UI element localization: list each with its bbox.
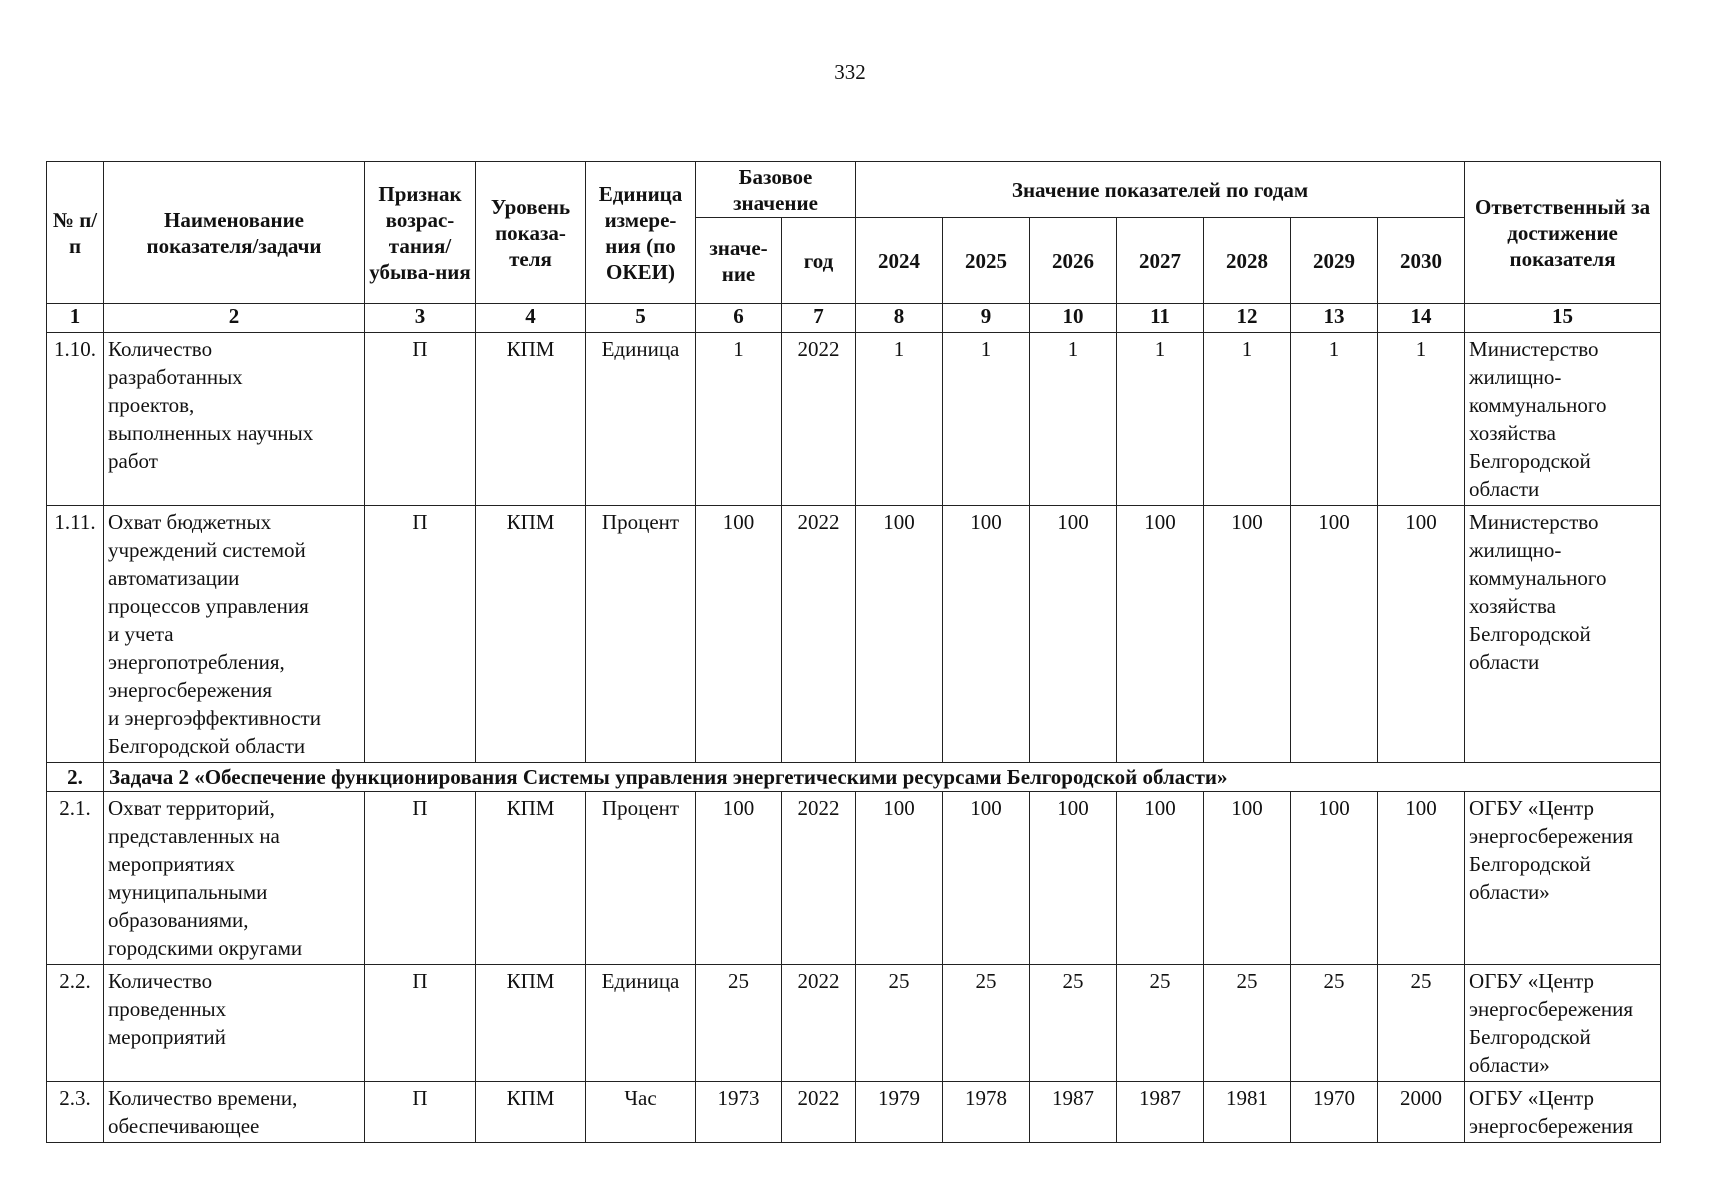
name-line: обеспечивающее — [108, 1114, 260, 1138]
column-number: 3 — [365, 304, 476, 333]
responsible-line: хозяйства — [1469, 421, 1556, 445]
task-row — [47, 763, 1661, 792]
header-level: Уровень показа-теля — [476, 162, 586, 304]
row-value-2026: 1 — [1030, 333, 1117, 506]
row-level: КПМ — [476, 792, 586, 965]
column-number: 1 — [47, 304, 104, 333]
row-trend: П — [365, 333, 476, 506]
row-value-2027: 100 — [1117, 792, 1204, 965]
row-value-2026: 1987 — [1030, 1082, 1117, 1143]
header-name: Наименование показателя/задачи — [104, 162, 365, 304]
row-base-value: 100 — [696, 506, 782, 763]
name-line: Белгородской области — [108, 734, 306, 758]
row-unit: Час — [586, 1082, 696, 1143]
name-line: Количество времени, — [108, 1086, 298, 1110]
row-value-2024: 100 — [856, 792, 943, 965]
row-num: 2.3. — [47, 1082, 104, 1143]
indicators-table — [46, 161, 1661, 1143]
row-value-2025: 1 — [943, 333, 1030, 506]
name-line: и учета — [108, 622, 174, 646]
row-trend: П — [365, 506, 476, 763]
row-value-2030: 2000 — [1378, 1082, 1465, 1143]
row-base-year: 2022 — [782, 1082, 856, 1143]
task-title: Задача 2 «Обеспечение функционирования Системы управления энергетическими ресурсами Белгородской области» — [104, 763, 1661, 792]
header-year: 2024 — [856, 218, 943, 304]
row-responsible — [1465, 506, 1661, 763]
row-value-2028: 25 — [1204, 965, 1291, 1082]
name-line: образованиями, — [108, 908, 249, 932]
responsible-line: хозяйства — [1469, 594, 1556, 618]
responsible-line: области» — [1469, 1053, 1550, 1077]
column-number: 6 — [696, 304, 782, 333]
row-value-2030: 100 — [1378, 792, 1465, 965]
responsible-line: Белгородской — [1469, 1025, 1591, 1049]
table-row — [47, 1082, 1661, 1143]
name-line: проведенных — [108, 997, 227, 1021]
name-line: процессов управления — [108, 594, 309, 618]
row-base-year: 2022 — [782, 506, 856, 763]
row-value-2024: 25 — [856, 965, 943, 1082]
responsible-line: области» — [1469, 880, 1550, 904]
row-base-value: 25 — [696, 965, 782, 1082]
name-line: и энергоэффективности — [108, 706, 321, 730]
row-value-2027: 1987 — [1117, 1082, 1204, 1143]
responsible-line: области — [1469, 650, 1540, 674]
column-number: 14 — [1378, 304, 1465, 333]
row-name — [104, 792, 365, 965]
row-value-2029: 25 — [1291, 965, 1378, 1082]
page-number: 332 — [834, 60, 866, 84]
row-value-2029: 1970 — [1291, 1082, 1378, 1143]
table-row — [47, 333, 1661, 506]
row-value-2030: 100 — [1378, 506, 1465, 763]
row-value-2028: 100 — [1204, 792, 1291, 965]
name-line: энергопотребления, — [108, 650, 285, 674]
name-line: работ — [108, 449, 158, 473]
row-responsible — [1465, 1082, 1661, 1143]
row-name — [104, 1082, 365, 1143]
name-line: Количество — [108, 969, 213, 993]
column-number: 10 — [1030, 304, 1117, 333]
row-value-2025: 100 — [943, 506, 1030, 763]
row-value-2027: 100 — [1117, 506, 1204, 763]
row-unit: Единица — [586, 965, 696, 1082]
row-num: 2.2. — [47, 965, 104, 1082]
row-value-2026: 100 — [1030, 506, 1117, 763]
column-number: 2 — [104, 304, 365, 333]
header-year: 2025 — [943, 218, 1030, 304]
name-line: автоматизации — [108, 566, 240, 590]
name-line: выполненных научных — [108, 421, 314, 445]
row-num: 1.10. — [47, 333, 104, 506]
column-number: 5 — [586, 304, 696, 333]
header-unit: Единица измере-ния (по ОКЕИ) — [586, 162, 696, 304]
row-value-2027: 25 — [1117, 965, 1204, 1082]
responsible-line: ОГБУ «Центр — [1469, 1086, 1594, 1110]
name-line: представленных на — [108, 824, 280, 848]
row-responsible — [1465, 333, 1661, 506]
responsible-line: Министерство — [1469, 510, 1599, 534]
row-name — [104, 506, 365, 763]
column-numbers-row — [47, 304, 1661, 333]
column-number: 7 — [782, 304, 856, 333]
name-line: проектов, — [108, 393, 195, 417]
header-base-year: год — [782, 218, 856, 304]
name-line: городскими округами — [108, 936, 303, 960]
row-trend: П — [365, 965, 476, 1082]
row-value-2024: 100 — [856, 506, 943, 763]
responsible-line: Министерство — [1469, 337, 1599, 361]
row-base-year: 2022 — [782, 965, 856, 1082]
header-responsible: Ответственный за достижение показателя — [1465, 162, 1661, 304]
row-value-2027: 1 — [1117, 333, 1204, 506]
header-num: № п/п — [47, 162, 104, 304]
row-base-value: 1973 — [696, 1082, 782, 1143]
header-base: Базовое значение — [696, 162, 856, 218]
row-value-2029: 100 — [1291, 506, 1378, 763]
row-trend: П — [365, 1082, 476, 1143]
header-year: 2028 — [1204, 218, 1291, 304]
table-row — [47, 506, 1661, 763]
table-row — [47, 792, 1661, 965]
row-level: КПМ — [476, 506, 586, 763]
table-row — [47, 965, 1661, 1082]
row-base-year: 2022 — [782, 792, 856, 965]
row-unit: Процент — [586, 506, 696, 763]
header-base-value: значе-ние — [696, 218, 782, 304]
column-number: 4 — [476, 304, 586, 333]
responsible-line: ОГБУ «Центр — [1469, 969, 1594, 993]
responsible-line: коммунального — [1469, 393, 1607, 417]
row-value-2030: 1 — [1378, 333, 1465, 506]
row-level: КПМ — [476, 333, 586, 506]
name-line: Охват бюджетных — [108, 510, 272, 534]
name-line: учреждений системой — [108, 538, 306, 562]
row-value-2026: 25 — [1030, 965, 1117, 1082]
column-number: 13 — [1291, 304, 1378, 333]
column-number: 15 — [1465, 304, 1661, 333]
row-name — [104, 333, 365, 506]
name-line: энергосбережения — [108, 678, 273, 702]
table-header — [47, 162, 1661, 304]
column-number: 8 — [856, 304, 943, 333]
column-number: 12 — [1204, 304, 1291, 333]
row-value-2028: 1981 — [1204, 1082, 1291, 1143]
name-line: Охват территорий, — [108, 796, 275, 820]
responsible-line: Белгородской — [1469, 852, 1591, 876]
row-value-2025: 1978 — [943, 1082, 1030, 1143]
row-trend: П — [365, 792, 476, 965]
header-year: 2026 — [1030, 218, 1117, 304]
responsible-line: энергосбережения — [1469, 824, 1634, 848]
row-unit: Единица — [586, 333, 696, 506]
responsible-line: энергосбережения — [1469, 1114, 1634, 1138]
row-name — [104, 965, 365, 1082]
row-num: 2.1. — [47, 792, 104, 965]
row-value-2025: 25 — [943, 965, 1030, 1082]
responsible-line: ОГБУ «Центр — [1469, 796, 1594, 820]
column-number: 11 — [1117, 304, 1204, 333]
responsible-line: жилищно- — [1469, 538, 1562, 562]
responsible-line: Белгородской — [1469, 622, 1591, 646]
name-line: мероприятиях — [108, 852, 235, 876]
task-num: 2. — [47, 763, 104, 792]
header-years-group: Значение показателей по годам — [856, 162, 1465, 218]
row-unit: Процент — [586, 792, 696, 965]
header-trend: Признак возрас-тания/ убыва-ния — [365, 162, 476, 304]
name-line: разработанных — [108, 365, 243, 389]
responsible-line: жилищно- — [1469, 365, 1562, 389]
name-line: мероприятий — [108, 1025, 226, 1049]
row-num: 1.11. — [47, 506, 104, 763]
header-year: 2030 — [1378, 218, 1465, 304]
responsible-line: области — [1469, 477, 1540, 501]
responsible-line: энергосбережения — [1469, 997, 1634, 1021]
row-value-2030: 25 — [1378, 965, 1465, 1082]
row-base-value: 100 — [696, 792, 782, 965]
name-line: муниципальными — [108, 880, 268, 904]
row-value-2026: 100 — [1030, 792, 1117, 965]
row-level: КПМ — [476, 1082, 586, 1143]
row-value-2029: 1 — [1291, 333, 1378, 506]
row-base-value: 1 — [696, 333, 782, 506]
row-value-2024: 1979 — [856, 1082, 943, 1143]
row-base-year: 2022 — [782, 333, 856, 506]
column-number: 9 — [943, 304, 1030, 333]
name-line: Количество — [108, 337, 213, 361]
row-responsible — [1465, 792, 1661, 965]
row-value-2025: 100 — [943, 792, 1030, 965]
row-value-2028: 1 — [1204, 333, 1291, 506]
responsible-line: коммунального — [1469, 566, 1607, 590]
header-year: 2027 — [1117, 218, 1204, 304]
row-level: КПМ — [476, 965, 586, 1082]
header-year: 2029 — [1291, 218, 1378, 304]
row-value-2029: 100 — [1291, 792, 1378, 965]
row-value-2028: 100 — [1204, 506, 1291, 763]
row-responsible — [1465, 965, 1661, 1082]
row-value-2024: 1 — [856, 333, 943, 506]
responsible-line: Белгородской — [1469, 449, 1591, 473]
